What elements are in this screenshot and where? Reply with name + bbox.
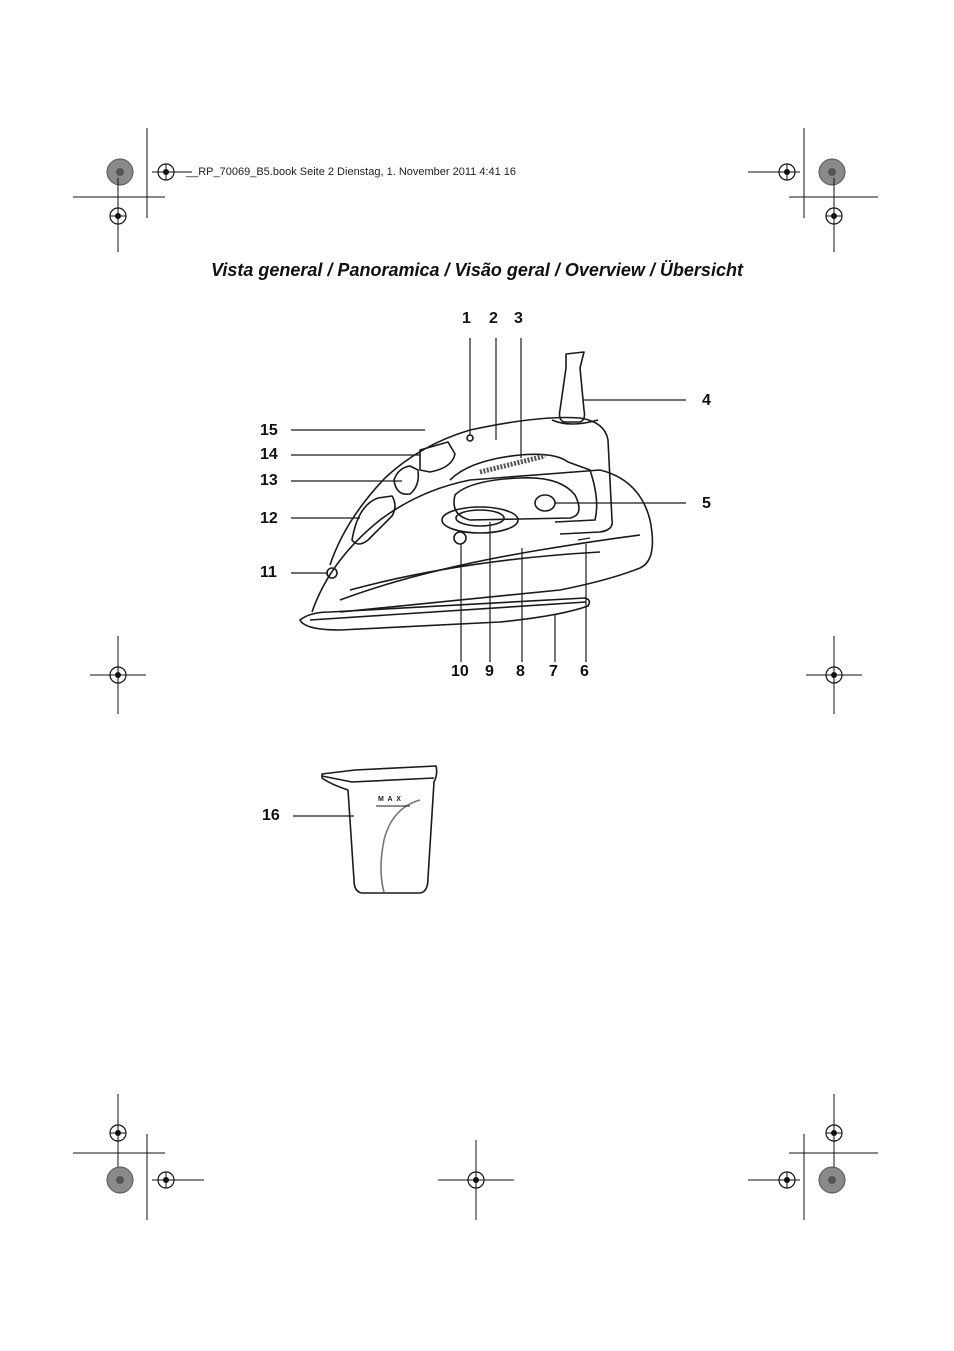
- callout-5: 5: [702, 495, 711, 512]
- registration-mark-top-right: [748, 128, 878, 252]
- registration-mark-mid-left: [90, 636, 146, 714]
- callout-leader-lines: [291, 338, 686, 816]
- steam-iron-illustration: [300, 352, 652, 630]
- registration-mark-bottom-center: [438, 1140, 514, 1220]
- callout-11: 11: [260, 564, 277, 581]
- callout-14: 14: [260, 446, 278, 463]
- callout-2: 2: [489, 310, 498, 327]
- registration-mark-top-left: [73, 128, 192, 252]
- callout-10: 10: [451, 663, 469, 680]
- print-file-info: __RP_70069_B5.book Seite 2 Dienstag, 1. November 2011 4:41 16: [186, 166, 517, 178]
- jug-max-mark: M A X: [378, 796, 402, 803]
- callout-9: 9: [485, 663, 494, 680]
- callout-12: 12: [260, 510, 278, 527]
- callout-3: 3: [514, 310, 523, 327]
- registration-mark-mid-right: [806, 636, 862, 714]
- registration-mark-bottom-left: [73, 1094, 204, 1220]
- callout-7: 7: [549, 663, 558, 680]
- callout-6: 6: [580, 663, 589, 680]
- callout-13: 13: [260, 472, 278, 489]
- page-title: Vista general / Panoramica / Visão geral / Overview / Übersicht: [211, 260, 743, 280]
- callout-4: 4: [702, 392, 711, 409]
- callout-8: 8: [516, 663, 525, 680]
- callout-1: 1: [462, 310, 471, 327]
- measuring-jug-illustration: [322, 766, 437, 893]
- callout-15: 15: [260, 422, 278, 439]
- callout-16: 16: [262, 807, 280, 824]
- registration-mark-bottom-right: [748, 1094, 878, 1220]
